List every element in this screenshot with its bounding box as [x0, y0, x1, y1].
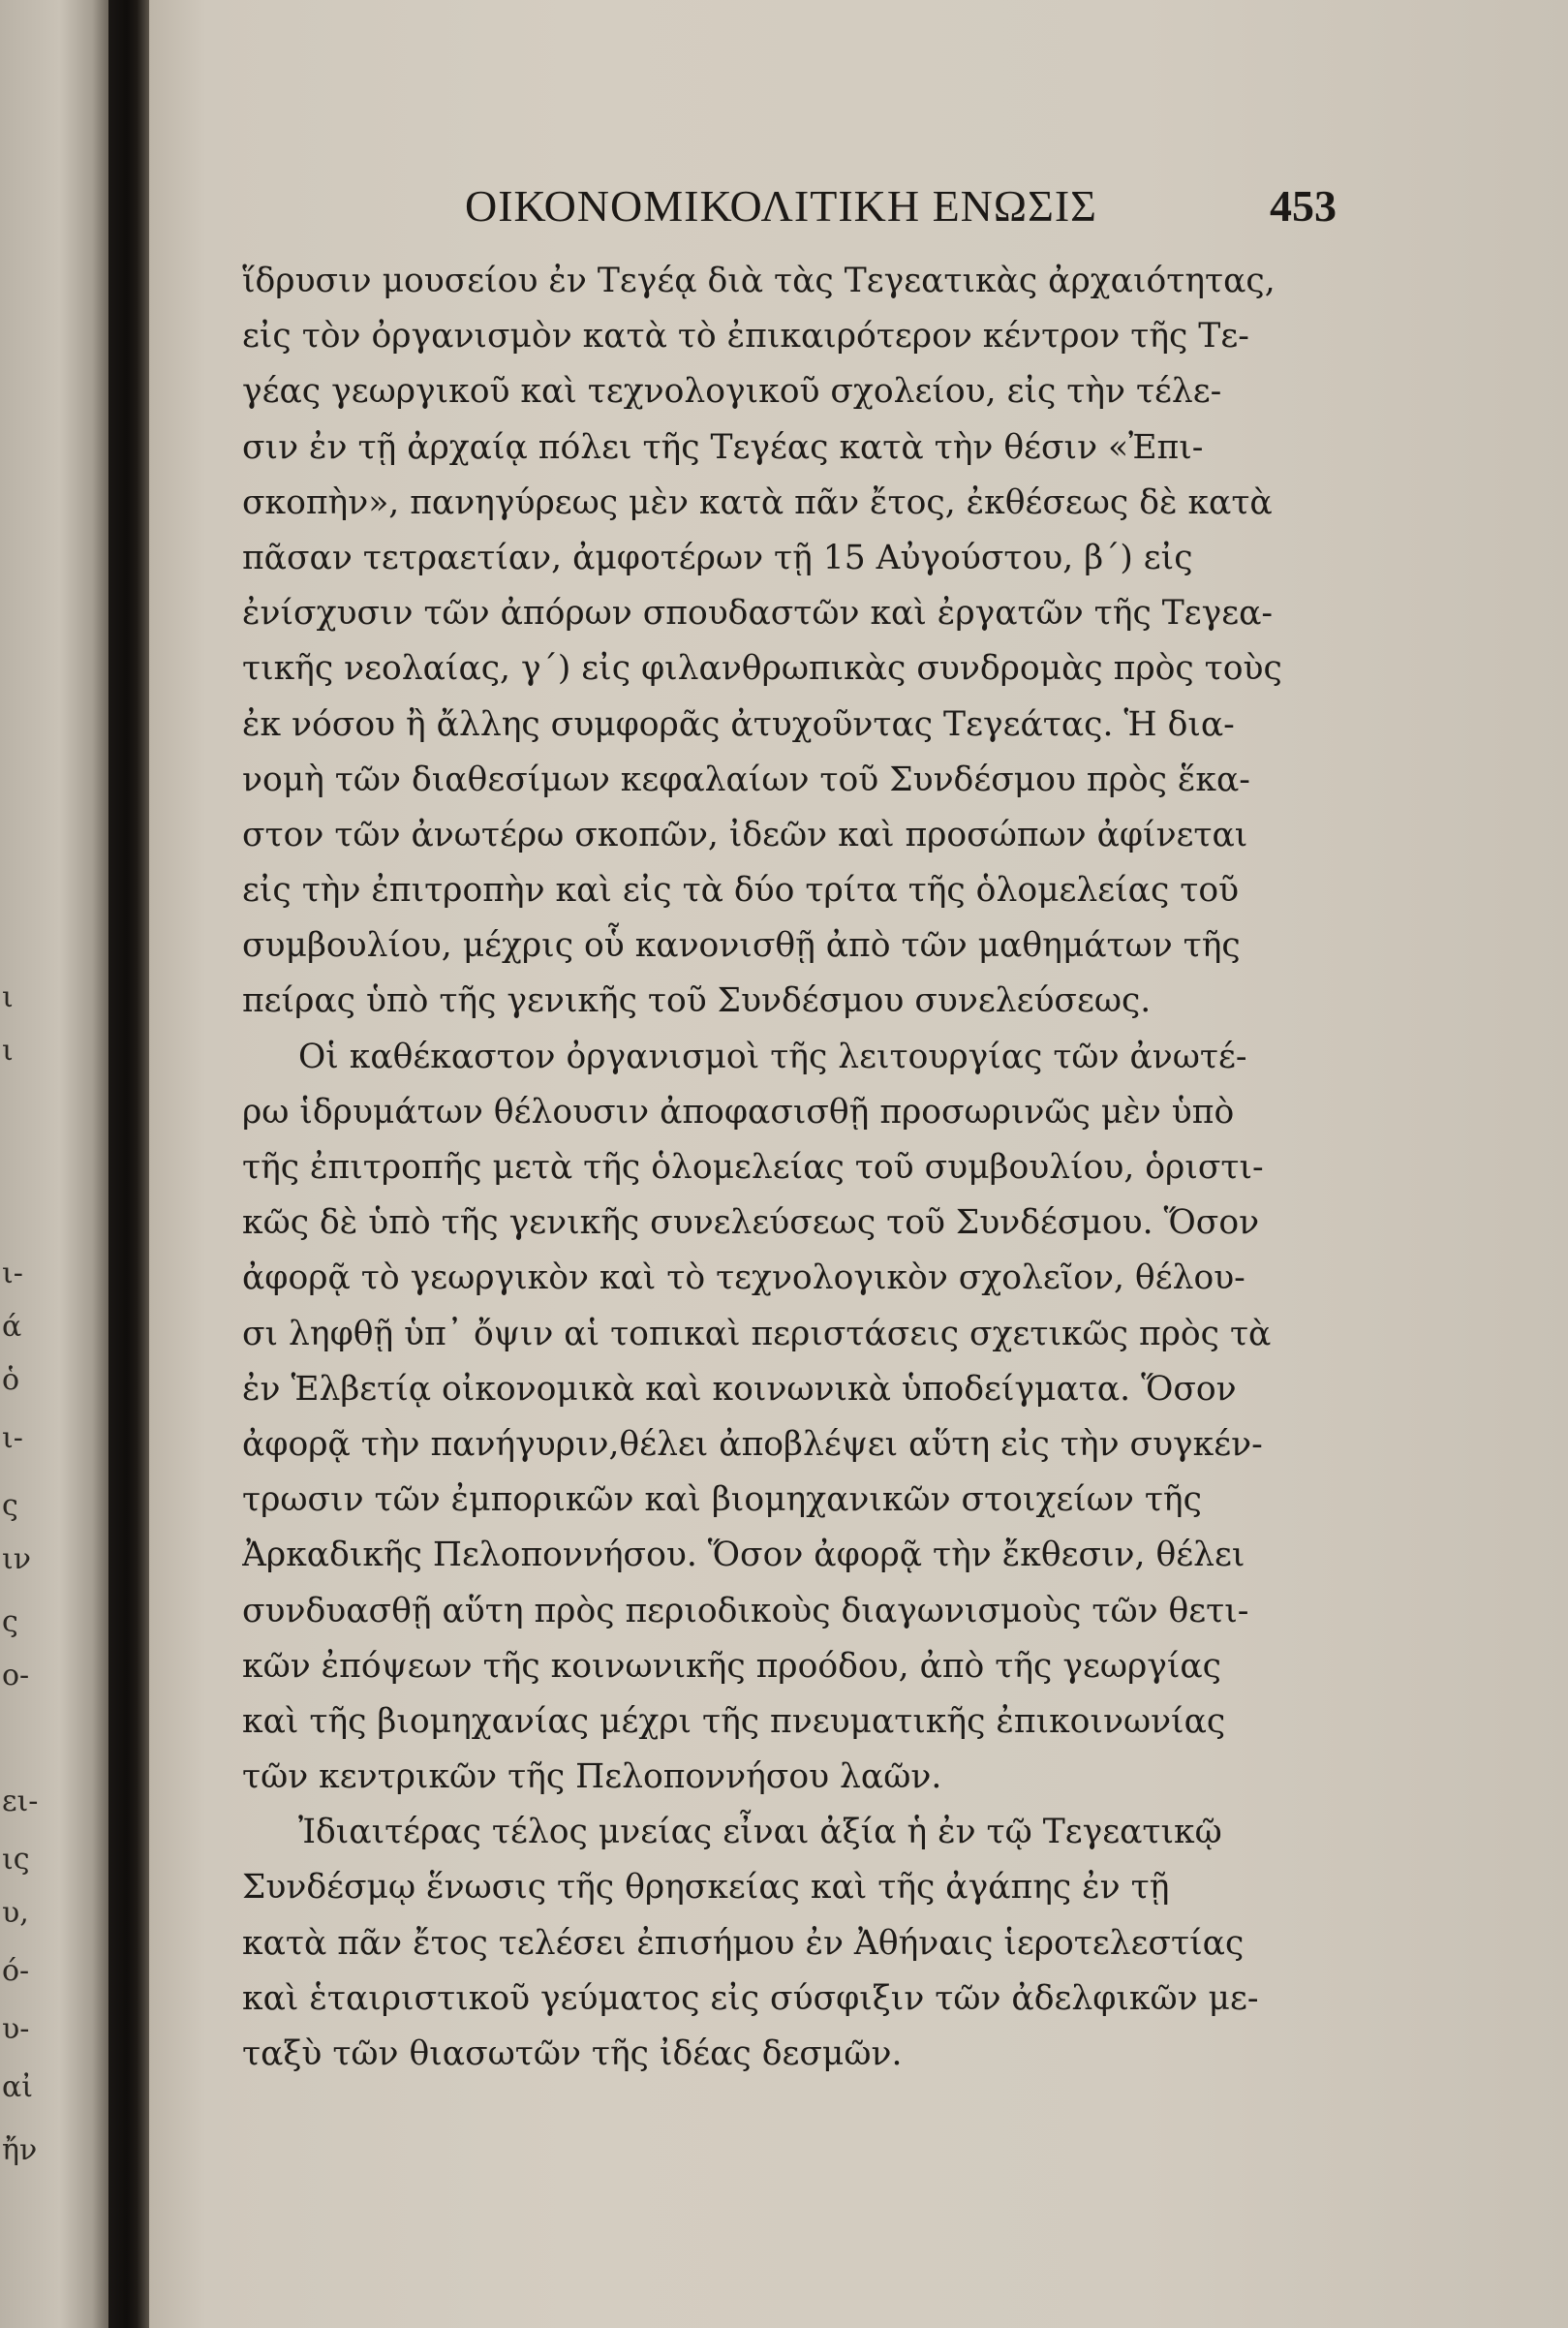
paragraph-first-line: Οἱ καθέκαστον ὀργανισμοὶ τῆς λειτουργίας τῶν ἀνωτέ-: [298, 1037, 1247, 1076]
text-line: τῶν κεντρικῶν τῆς Πελοποννήσου λαῶν.: [242, 1757, 942, 1797]
text-line: στον τῶν ἀνωτέρω σκοπῶν, ἰδεῶν καὶ προσώπων ἀφίνεται: [242, 815, 1248, 854]
previous-page-fragment: ι: [2, 1034, 14, 1068]
text-line: νομὴ τῶν διαθεσίμων κεφαλαίων τοῦ Συνδέσμου πρὸς ἕκα-: [242, 760, 1250, 799]
text-line: ρω ἱδρυμάτων θέλουσιν ἀποφασισθῇ προσωρινῶς μὲν ὑπὸ: [242, 1092, 1235, 1132]
previous-page-fragment: ι: [2, 980, 14, 1014]
text-line: Συνδέσμῳ ἕνωσις τῆς θρησκείας καὶ τῆς ἀγάπης ἐν τῇ: [242, 1868, 1170, 1908]
previous-page-fragment: ιν: [2, 1542, 31, 1576]
text-line: ἀφορᾷ τὸ γεωργικὸν καὶ τὸ τεχνολογικὸν σχολεῖον, θέλου-: [242, 1258, 1245, 1298]
text-line: ἀφορᾷ τὴν πανήγυριν,θέλει ἀποβλέψει αὕτη εἰς τὴν συγκέν-: [242, 1424, 1263, 1464]
text-line: ἐκ νόσου ἢ ἄλλης συμφορᾶς ἀτυχοῦντας Τεγεάτας. Ἡ δια-: [242, 704, 1235, 744]
text-line: καὶ ἑταιριστικοῦ γεύματος εἰς σύσφιξιν τῶν ἀδελφικῶν με-: [242, 1978, 1259, 2018]
text-line: σκοπὴν», πανηγύρεως μὲν κατὰ πᾶν ἔτος, ἐκθέσεως δὲ κατὰ: [242, 482, 1273, 522]
previous-page-fragment: ὁ: [2, 1363, 20, 1397]
text-line: ταξὺ τῶν θιασωτῶν τῆς ἰδέας δεσμῶν.: [242, 2034, 903, 2073]
text-line: εἰς τὴν ἐπιτροπὴν καὶ εἰς τὰ δύο τρίτα τῆς ὁλομελείας τοῦ: [242, 871, 1240, 911]
text-line: συνδυασθῇ αὕτη πρὸς περιοδικοὺς διαγωνισμοὺς τῶν θετι-: [242, 1591, 1249, 1630]
text-line: τρωσιν τῶν ἐμπορικῶν καὶ βιομηχανικῶν στοιχείων τῆς: [242, 1480, 1202, 1520]
paragraph-first-line: Ἰδιαιτέρας τέλος μνείας εἶναι ἀξία ἡ ἐν τῷ Τεγεατικῷ: [298, 1813, 1222, 1852]
text-line: ἵδρυσιν μουσείου ἐν Τεγέᾳ διὰ τὰς Τεγεατικὰς ἀρχαιότητας,: [242, 262, 1276, 300]
text-line: πᾶσαν τετραετίαν, ἀμφοτέρων τῇ 15 Αὐγούστου, β´) εἰς: [242, 538, 1193, 577]
page-header: [320, 180, 1337, 238]
text-line: Ἀρκαδικῆς Πελοποννήσου. Ὅσον ἀφορᾷ τὴν ἔκθεσιν, θέλει: [242, 1536, 1245, 1575]
body-text: [242, 254, 1337, 2082]
previous-page-fragment: ι-: [2, 1257, 23, 1290]
previous-page-fragment: ις: [2, 1843, 30, 1877]
text-line: κῶν ἐπόψεων τῆς κοινωνικῆς προόδου, ἀπὸ τῆς γεωργίας: [242, 1646, 1221, 1686]
text-line: συμβουλίου, μέχρις οὗ κανονισθῇ ἀπὸ τῶν μαθημάτων τῆς: [242, 926, 1241, 966]
previous-page-fragment: ς: [2, 1605, 18, 1639]
previous-page-fragment: υ-: [2, 2012, 30, 2046]
text-line: κῶς δὲ ὑπὸ τῆς γενικῆς συνελεύσεως τοῦ Συνδέσμου. Ὅσον: [242, 1203, 1260, 1243]
previous-page-fragment: ἤν: [2, 2133, 38, 2167]
text-line: σιν ἐν τῇ ἀρχαίᾳ πόλει τῆς Τεγέας κατὰ τὴν θέσιν «Ἐπι-: [242, 427, 1204, 467]
text-line: εἰς τὸν ὀργανισμὸν κατὰ τὸ ἐπικαιρότερον κέντρον τῆς Τε-: [242, 317, 1249, 357]
text-line: κατὰ πᾶν ἔτος τελέσει ἐπισήμου ἐν Ἀθήναις ἱεροτελεστίας: [242, 1923, 1245, 1963]
previous-page-fragment: ει-: [2, 1785, 39, 1818]
previous-page-fragment: υ,: [2, 1896, 29, 1930]
text-line: καὶ τῆς βιομηχανίας μέχρι τῆς πνευματικῆς ἐπικοινωνίας: [242, 1701, 1226, 1741]
book-binding-gutter: [108, 0, 149, 2328]
previous-page-fragment: αἰ: [2, 2070, 34, 2104]
text-line: σι ληφθῇ ὑπ᾽ ὄψιν αἱ τοπικαὶ περιστάσεις σχετικῶς πρὸς τὰ: [242, 1314, 1272, 1353]
previous-page-fragment: ς: [2, 1489, 18, 1523]
text-line: ἐν Ἑλβετίᾳ οἰκονομικὰ καὶ κοινωνικὰ ὑποδείγματα. Ὅσον: [242, 1369, 1237, 1409]
previous-page-fragment: ι-: [2, 1421, 23, 1455]
page-number: 453: [1270, 181, 1337, 231]
text-line: τῆς ἐπιτροπῆς μετὰ τῆς ὁλομελείας τοῦ συμβουλίου, ὁριστι-: [242, 1148, 1264, 1187]
previous-page-fragment: ο-: [2, 1659, 30, 1692]
text-line: πείρας ὑπὸ τῆς γενικῆς τοῦ Συνδέσμου συνελεύσεως.: [242, 981, 1152, 1021]
previous-page-fragment: ό-: [2, 1954, 30, 1988]
previous-page-edge: [0, 0, 108, 2328]
text-line: γέας γεωργικοῦ καὶ τεχνολογικοῦ σχολείου, εἰς τὴν τέλε-: [242, 372, 1222, 412]
text-line: ἐνίσχυσιν τῶν ἀπόρων σπουδαστῶν καὶ ἐργατῶν τῆς Τεγεα-: [242, 594, 1274, 634]
text-line: τικῆς νεολαίας, γ´) εἰς φιλανθρωπικὰς συνδρομὰς πρὸς τοὺς: [242, 649, 1282, 689]
previous-page-fragment: ά: [2, 1310, 22, 1344]
running-title: ΟΙΚΟΝΟΜΙΚΟΛΙΤΙΚΗ ΕΝΩΣΙΣ: [465, 181, 1097, 231]
